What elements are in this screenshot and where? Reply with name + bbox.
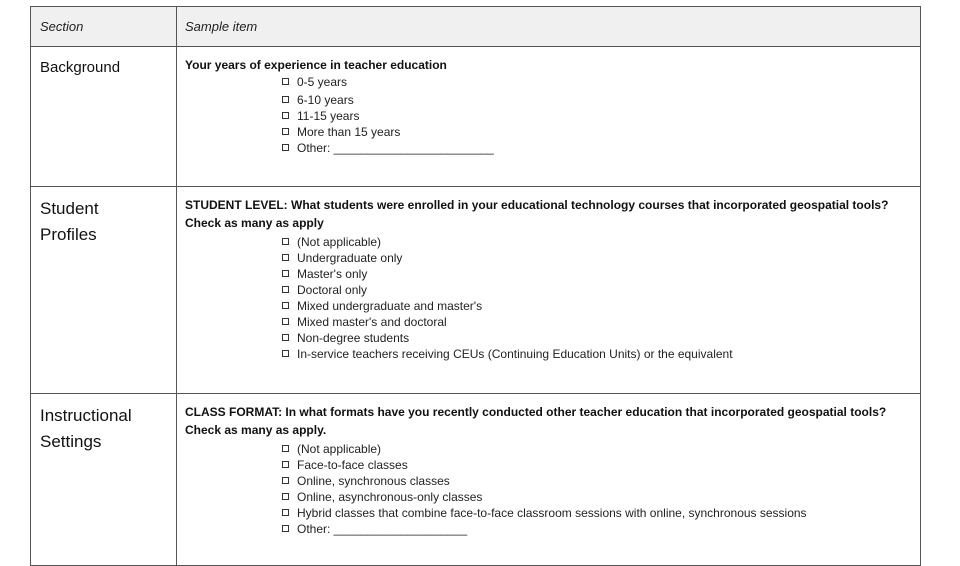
list-item: Mixed undergraduate and master's <box>282 298 733 314</box>
options-background <box>282 74 494 156</box>
section-student-profiles: Student Profiles <box>40 199 99 244</box>
question-class-format: CLASS FORMAT: In what formats have you recently conducted other teacher education that incorporated geospatial tools? Check as many as apply. <box>185 405 887 437</box>
column-divider <box>176 7 177 565</box>
checkbox[interactable] <box>282 493 289 500</box>
list-item: Hybrid classes that combine face-to-face classroom sessions with online, synchronous sessions <box>282 505 807 521</box>
table-header <box>31 7 920 47</box>
checkbox[interactable] <box>282 318 289 325</box>
checkbox[interactable] <box>282 334 289 341</box>
section-instructional-settings: Instructional Settings <box>40 406 132 451</box>
checkbox[interactable] <box>282 78 289 85</box>
list-item: Non-degree students <box>282 330 733 346</box>
list-item: (Not applicable) <box>282 441 807 457</box>
checkbox[interactable] <box>282 144 289 151</box>
row-divider <box>31 393 920 394</box>
list-item: Other: ____________________ <box>282 521 807 537</box>
checkbox[interactable] <box>282 350 289 357</box>
options-class-format <box>282 441 807 537</box>
row-divider <box>31 186 920 187</box>
options-student-level <box>282 234 733 362</box>
list-item: (Not applicable) <box>282 234 733 250</box>
checkbox[interactable] <box>282 461 289 468</box>
checkbox[interactable] <box>282 128 289 135</box>
survey-table <box>30 6 921 566</box>
checkbox[interactable] <box>282 302 289 309</box>
question-student-level: STUDENT LEVEL: What students were enrolled in your educational technology courses that incorporated geospatial tools? Check as many as apply <box>185 198 889 230</box>
list-item: Undergraduate only <box>282 250 733 266</box>
list-item: Online, asynchronous-only classes <box>282 489 807 505</box>
header-section: Section <box>40 19 84 34</box>
list-item: Online, synchronous classes <box>282 473 807 489</box>
list-item: 0-5 years <box>282 74 494 90</box>
list-item: Doctoral only <box>282 282 733 298</box>
list-item: Face-to-face classes <box>282 457 807 473</box>
checkbox[interactable] <box>282 238 289 245</box>
checkbox[interactable] <box>282 445 289 452</box>
checkbox[interactable] <box>282 509 289 516</box>
list-item: More than 15 years <box>282 124 494 140</box>
checkbox[interactable] <box>282 96 289 103</box>
list-item: Mixed master's and doctoral <box>282 314 733 330</box>
section-background: Background <box>40 59 121 76</box>
list-item: 6-10 years <box>282 92 494 108</box>
checkbox[interactable] <box>282 270 289 277</box>
checkbox[interactable] <box>282 525 289 532</box>
list-item: Other: ________________________ <box>282 140 494 156</box>
list-item: In-service teachers receiving CEUs (Continuing Education Units) or the equivalent <box>282 346 733 362</box>
checkbox[interactable] <box>282 477 289 484</box>
checkbox[interactable] <box>282 112 289 119</box>
checkbox[interactable] <box>282 254 289 261</box>
question-background: Your years of experience in teacher education <box>185 58 447 72</box>
checkbox[interactable] <box>282 286 289 293</box>
header-sample-item: Sample item <box>185 19 258 34</box>
list-item: Master's only <box>282 266 733 282</box>
list-item: 11-15 years <box>282 108 494 124</box>
